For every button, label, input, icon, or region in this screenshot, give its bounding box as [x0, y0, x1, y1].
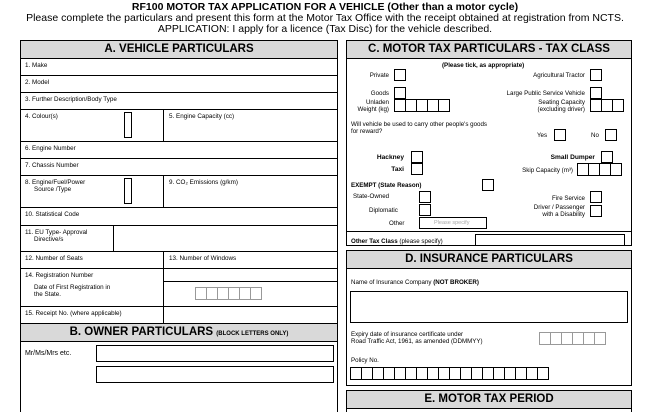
other-tax-class-label [351, 238, 443, 245]
first-name-input[interactable] [96, 366, 334, 383]
model-row[interactable] [21, 76, 337, 93]
hackney-label: Hackney [376, 154, 404, 161]
colour-row[interactable] [21, 110, 337, 142]
other-label: Other [389, 220, 405, 227]
co2-label: 9. CO₂ Emissions (g/km) [169, 179, 238, 186]
vehicle-particulars-section [20, 40, 338, 412]
other-exempt-placeholder: Please specify [434, 220, 470, 226]
private-label: Private [369, 72, 389, 79]
owner-salutation-row [21, 342, 337, 372]
seating-label-line2: (excluding driver) [537, 106, 585, 113]
other-tax-class-label-bold: Other Tax Class [351, 238, 398, 245]
owner-title-note: (BLOCK LETTERS ONLY) [216, 331, 289, 337]
first-registration-date-cells[interactable] [195, 287, 261, 300]
diplomatic-checkbox[interactable] [419, 204, 431, 216]
eu-type-label-line1: 11. EU Type- Approval [25, 229, 88, 236]
tax-class-title: C. MOTOR TAX PARTICULARS - TAX CLASS [347, 41, 631, 59]
registration-row[interactable] [21, 269, 337, 307]
small-dumper-label: Small Dumper [550, 154, 595, 161]
reward-question [351, 121, 487, 135]
motor-tax-period-section [346, 390, 632, 412]
unladen-weight-label [357, 99, 389, 113]
eu-type-divider [113, 226, 114, 251]
first-registration-label-line2: the State. [34, 291, 61, 298]
expiry-label-line1: Expiry date of insurance certificate under [351, 331, 464, 338]
skip-cell[interactable] [610, 163, 622, 176]
chassis-number-row[interactable] [21, 159, 337, 176]
diplomatic-label: Diplomatic [369, 207, 398, 214]
insurance-expiry-label [351, 331, 483, 345]
unladen-label-line1: Unladen [365, 99, 389, 106]
date-cell[interactable] [250, 287, 262, 300]
weight-cell[interactable] [438, 99, 450, 112]
owner-particulars-title [21, 324, 337, 342]
policy-no-cells[interactable] [350, 367, 548, 380]
taxi-label: Taxi [391, 166, 404, 173]
receipt-label: 15. Receipt No. (where applicable) [25, 310, 122, 317]
agricultural-tractor-checkbox[interactable] [590, 69, 602, 81]
description-row[interactable] [21, 93, 337, 110]
reward-question-line2: for reward? [351, 128, 383, 135]
eu-type-label [25, 229, 87, 243]
statistical-code-label: 10. Statistical Code [25, 211, 80, 218]
skip-capacity-label: Skip Capacity (m³) [522, 167, 573, 174]
insurance-company-label [351, 279, 479, 286]
windows-label: 13. Number of Windows [169, 255, 237, 262]
large-psv-label: Large Public Service Vehicle [506, 90, 585, 97]
small-dumper-checkbox[interactable] [601, 151, 613, 163]
motor-tax-period-title: E. MOTOR TAX PERIOD [347, 391, 631, 409]
engine-capacity-label: 5. Engine Capacity (cc) [169, 113, 235, 120]
seating-capacity-label [538, 99, 585, 113]
seat-cell[interactable] [612, 99, 624, 112]
salutation-label: Mr/Ms/Mrs etc. [25, 350, 72, 357]
form-instructions: Please complete the particulars and present this form at the Motor Tax Office with the receipt obtained at registration from NCTS. [26, 12, 624, 24]
reward-yes-checkbox[interactable] [554, 129, 566, 141]
reward-question-line1: Will vehicle be used to carry other people's goods [351, 121, 488, 128]
engine-fuel-code-box[interactable] [124, 178, 132, 204]
driver-label-line1: Driver / Passenger [533, 204, 585, 211]
make-row[interactable] [21, 59, 337, 76]
seating-label-line1: Seating Capacity [538, 99, 585, 106]
insurance-expiry-cells[interactable] [539, 332, 605, 345]
exempt-checkbox[interactable] [482, 179, 494, 191]
driver-disability-checkbox[interactable] [590, 205, 602, 217]
chassis-number-label: 7. Chassis Number [25, 162, 79, 169]
receipt-divider [163, 307, 164, 323]
skip-capacity-cells[interactable] [577, 163, 621, 176]
engine-number-label: 6. Engine Number [25, 145, 76, 152]
other-tax-class-label-note: (please specify) [399, 238, 443, 245]
policy-no-label: Policy No. [351, 357, 379, 364]
engine-fuel-divider [163, 176, 164, 207]
registration-divider [163, 269, 164, 306]
engine-fuel-label [25, 179, 85, 193]
registration-inner-line [163, 281, 337, 282]
seats-row[interactable] [21, 252, 337, 269]
make-label: 1. Make [25, 62, 48, 69]
reward-no-checkbox[interactable] [605, 129, 617, 141]
taxi-checkbox[interactable] [411, 163, 423, 175]
private-checkbox[interactable] [394, 69, 406, 81]
goods-label: Goods [370, 90, 389, 97]
unladen-label-line2: Weight (kg) [357, 106, 389, 113]
engine-fuel-label-line2: Source /Type [34, 186, 72, 193]
tax-class-section [346, 40, 632, 246]
insurance-company-input[interactable] [350, 291, 628, 323]
yes-label: Yes [537, 132, 548, 139]
hackney-checkbox[interactable] [411, 151, 423, 163]
fire-service-checkbox[interactable] [590, 191, 602, 203]
eu-type-label-line2: Directive/s [34, 236, 64, 243]
vehicle-particulars-title: A. VEHICLE PARTICULARS [21, 41, 337, 59]
large-psv-checkbox[interactable] [590, 87, 602, 99]
receipt-row[interactable] [21, 307, 337, 324]
seats-divider [163, 252, 164, 268]
registration-number-label: 14. Registration Number [25, 272, 94, 279]
other-exempt-input[interactable] [419, 217, 487, 229]
form-title: RF100 MOTOR TAX APPLICATION FOR A VEHICLE (Other than a motor cycle) [131, 1, 519, 13]
statistical-code-row[interactable] [21, 208, 337, 226]
insurance-company-label-b: (NOT BROKER) [433, 279, 479, 286]
seating-capacity-cells[interactable] [590, 99, 623, 112]
model-label: 2. Model [25, 79, 50, 86]
state-owned-label: State-Owned [353, 193, 390, 200]
expiry-cell[interactable] [594, 332, 606, 345]
insurance-title: D. INSURANCE PARTICULARS [347, 251, 631, 269]
driver-disability-label [534, 204, 585, 218]
goods-checkbox[interactable] [394, 87, 406, 99]
state-owned-checkbox[interactable] [419, 191, 431, 203]
description-label: 3. Further Description/Body Type [25, 96, 117, 103]
agricultural-tractor-label: Agricultural Tractor [533, 72, 585, 79]
other-tax-class-input[interactable] [475, 234, 625, 246]
eu-type-row[interactable] [21, 226, 337, 252]
policy-cell[interactable] [537, 367, 549, 380]
insurance-section [346, 250, 632, 386]
engine-number-row[interactable] [21, 142, 337, 159]
colour-label: 4. Colour(s) [25, 113, 58, 120]
owner-title-main: B. OWNER PARTICULARS [69, 326, 214, 338]
engine-fuel-row[interactable] [21, 176, 337, 208]
first-registration-label-line1: Date of First Registration in [34, 284, 111, 291]
driver-label-line2: with a Disability [542, 211, 585, 218]
form-application-statement: APPLICATION: I apply for a licence (Tax Disc) for the vehicle described. [157, 23, 493, 35]
colour-divider [163, 110, 164, 141]
engine-fuel-label-line1: 8. Engine/Fuel/Power [25, 179, 86, 186]
no-label: No [591, 132, 599, 139]
salutation-input[interactable] [96, 345, 334, 362]
exempt-title: EXEMPT (State Reason) [351, 182, 422, 189]
other-tax-class-divider [347, 231, 631, 232]
first-registration-label [34, 284, 110, 298]
fire-service-label: Fire Service [551, 195, 585, 202]
expiry-label-line2: Road Traffic Act, 1961, as amended (DDMMYY) [351, 338, 483, 345]
tick-note: (Please tick, as appropriate) [442, 62, 525, 69]
seats-label: 12. Number of Seats [25, 255, 83, 262]
colour-code-box[interactable] [124, 112, 132, 138]
unladen-weight-cells[interactable] [394, 99, 449, 112]
insurance-company-label-a: Name of Insurance Company [351, 279, 432, 286]
